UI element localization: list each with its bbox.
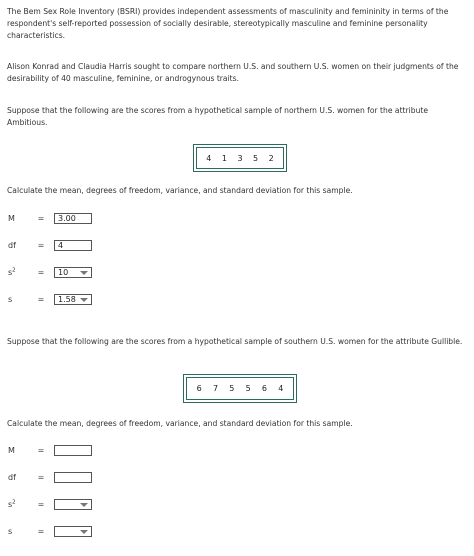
intro-paragraph-1: The Bem Sex Role Inventory (BSRI) provides independent assessments of masculinity and femininity in terms of the respondent's self-reported possession of socially desirable, stereotypically masculine and feminine personality characteristics. [7, 7, 449, 40]
south-mean-input[interactable] [54, 445, 92, 456]
df-label: df [8, 472, 16, 482]
north-sd-select[interactable] [54, 294, 92, 305]
mean-label: M [8, 213, 15, 223]
mean-label: M [8, 445, 15, 455]
score-value: 4 [278, 384, 284, 393]
south-scores-box [183, 374, 297, 403]
dropdown-caret-icon [80, 503, 88, 507]
equals-sign: = [37, 499, 45, 509]
south-variance-select[interactable] [54, 499, 92, 510]
south-sd-row [8, 524, 92, 538]
equals-sign: = [37, 267, 45, 277]
south-prompt: Suppose that the following are the scores from a hypothetical sample of southern U.S. women for the attribute Gullible. [7, 337, 463, 346]
score-value: 4 [206, 153, 212, 163]
north-scores-box [193, 144, 287, 172]
equals-sign: = [37, 294, 45, 304]
north-mean-input[interactable]: 3.00 [54, 213, 92, 224]
north-df-input[interactable]: 4 [54, 240, 92, 251]
equals-sign: = [37, 526, 45, 536]
score-value: 1 [221, 153, 227, 163]
score-value: 5 [253, 153, 259, 163]
south-df-input[interactable] [54, 472, 92, 483]
equals-sign: = [37, 240, 45, 250]
equals-sign: = [37, 472, 45, 482]
north-mean-row [8, 211, 92, 225]
dropdown-caret-icon [80, 271, 88, 275]
south-df-row [8, 470, 92, 484]
north-calc-prompt: Calculate the mean, degrees of freedom, variance, and standard deviation for this sample. [7, 186, 353, 195]
score-value: 5 [229, 384, 235, 393]
north-variance-select[interactable] [54, 267, 92, 278]
dropdown-caret-icon [80, 530, 88, 534]
score-value: 6 [196, 384, 202, 393]
sd-label: s [8, 294, 13, 304]
equals-sign: = [37, 445, 45, 455]
score-value: 7 [212, 384, 219, 393]
north-prompt: Suppose that the following are the scores from a hypothetical sample of northern U.S. women for the attribute Ambitious. [7, 106, 429, 127]
variance-label: $s^2$ [8, 498, 16, 509]
north-variance-row [8, 265, 92, 279]
score-value: 5 [245, 384, 251, 393]
score-value: 3 [237, 153, 243, 163]
south-mean-row [8, 443, 92, 457]
sd-label: s [8, 526, 13, 536]
intro-paragraph-2: Alison Konrad and Claudia Harris sought to compare northern U.S. and southern U.S. women on their judgments of the desirability of 40 masculine, feminine, or androgynous traits. [7, 62, 459, 83]
equals-sign: = [37, 213, 45, 223]
variance-label: $s^2$ [8, 266, 16, 277]
selected-value: 1.58 [58, 294, 76, 304]
north-df-row [8, 238, 92, 252]
south-calc-prompt: Calculate the mean, degrees of freedom, variance, and standard deviation for this sample. [7, 419, 353, 428]
south-sd-select[interactable] [54, 526, 92, 537]
score-value: 2 [268, 153, 274, 163]
north-sd-row [8, 292, 92, 306]
selected-value: 10 [58, 267, 69, 277]
south-variance-row [8, 497, 92, 511]
score-value: 6 [261, 384, 268, 393]
df-label: df [8, 240, 16, 250]
dropdown-caret-icon [80, 298, 88, 302]
